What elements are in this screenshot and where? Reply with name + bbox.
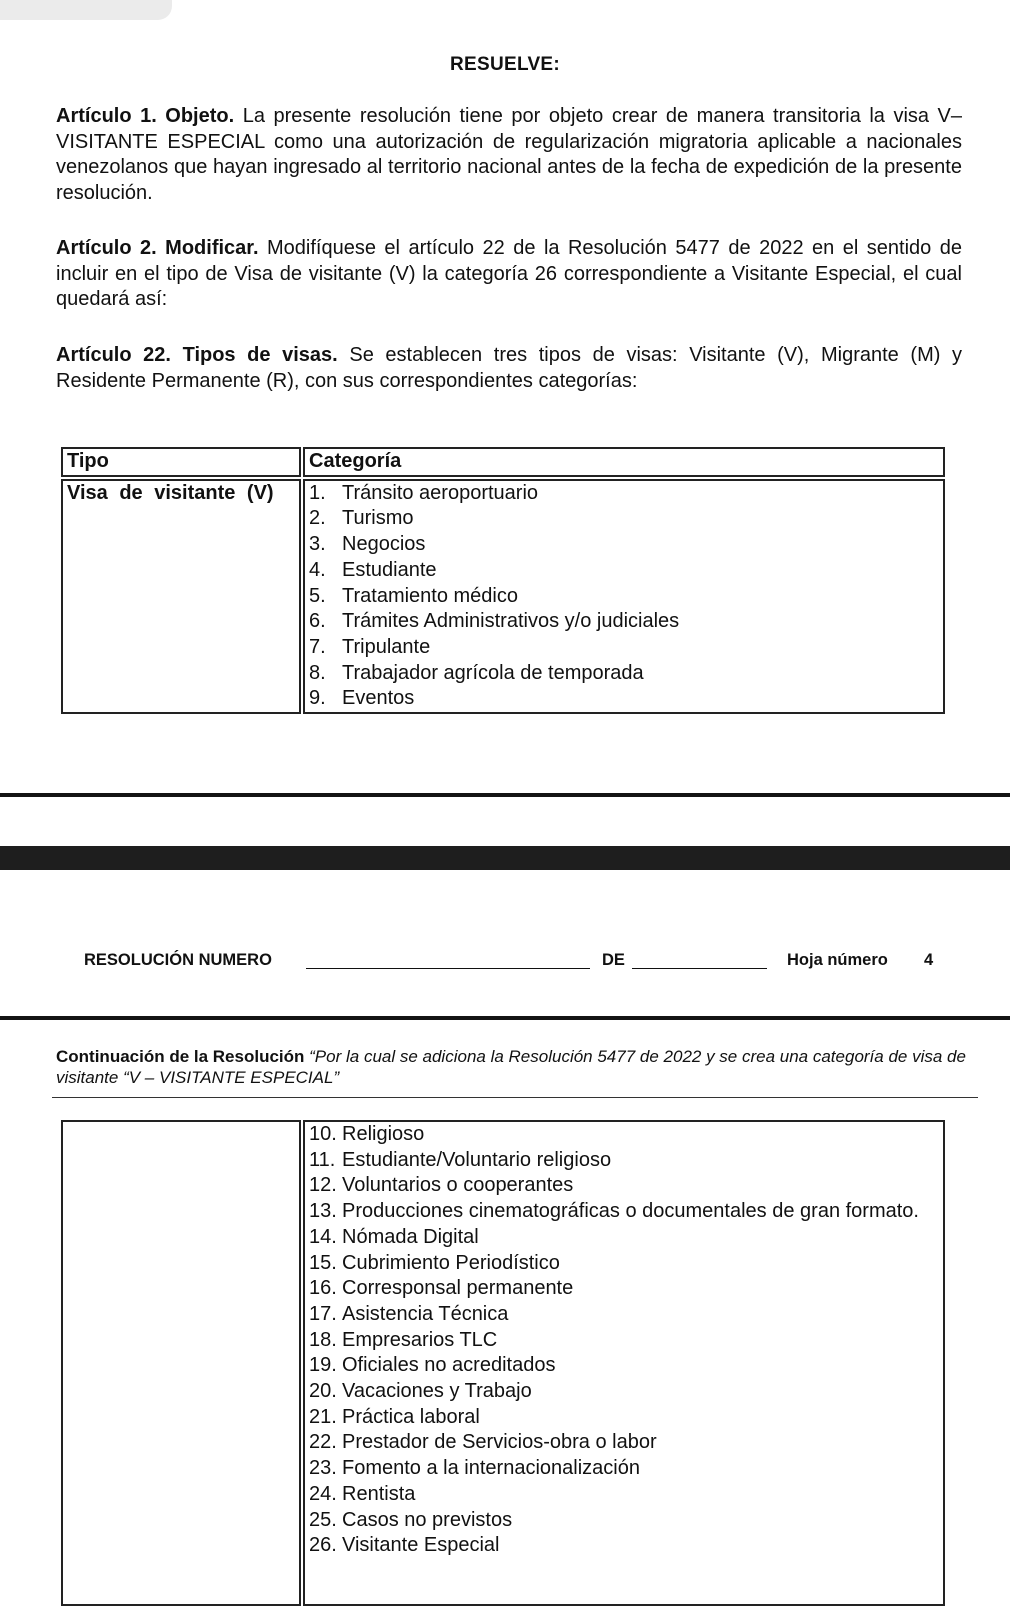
- category-number: 7.: [309, 635, 326, 658]
- list-item: [309, 481, 939, 507]
- category-label: Rentista: [342, 1482, 416, 1505]
- list-item: [309, 1482, 939, 1508]
- heading-resuelve: RESUELVE:: [449, 54, 561, 75]
- category-label: Tripulante: [342, 635, 431, 658]
- category-number: 19.: [309, 1354, 337, 1377]
- article-2: [56, 236, 962, 313]
- list-item: [309, 532, 939, 558]
- article-22-text: Se establecen tres tipos de visas: Visitante (V), Migrante (M) y Residente Permanente (R), con sus correspondientes categorías:: [56, 344, 963, 392]
- page-break-band: [0, 846, 1010, 870]
- category-label: Producciones cinematográficas o documentales de gran formato.: [342, 1200, 919, 1223]
- category-number: 24.: [309, 1482, 337, 1505]
- list-item: [309, 1148, 939, 1174]
- category-label: Vacaciones y Trabajo: [342, 1380, 532, 1403]
- category-label: Trabajador agrícola de temporada: [342, 661, 644, 684]
- continuation-bold: Continuación de la Resolución: [56, 1047, 305, 1066]
- category-label: Nómada Digital: [342, 1225, 479, 1248]
- category-label: Empresarios TLC: [342, 1328, 498, 1351]
- list-item: [309, 1379, 939, 1405]
- list-item: [309, 661, 939, 687]
- list-item: [309, 1430, 939, 1456]
- category-label: Fomento a la internacionalización: [342, 1457, 640, 1480]
- category-label: Visitante Especial: [342, 1534, 500, 1557]
- list-item: [309, 1456, 939, 1482]
- visa-type-cell: Visa de visitante (V): [61, 479, 301, 714]
- list-item: [309, 1533, 939, 1559]
- list-item: [309, 1353, 939, 1379]
- category-number: 18.: [309, 1328, 337, 1351]
- category-number: 16.: [309, 1277, 337, 1300]
- category-number: 10.: [309, 1123, 337, 1145]
- category-label: Estudiante: [342, 558, 437, 581]
- category-label: Religioso: [342, 1123, 425, 1145]
- category-number: 1.: [309, 481, 326, 504]
- category-number: 3.: [309, 533, 326, 556]
- list-item: [309, 609, 939, 635]
- article-1-text: La presente resolución tiene por objeto crear de manera transitoria la visa V– VISITANTE ESPECIAL como una autorización de regularización migratoria aplicable a nacionales venezolanos que hayan ingresado al territorio nacional antes de la fecha de expedición de la presente resolución.: [56, 105, 962, 204]
- category-number: 14.: [309, 1225, 337, 1248]
- table-header-row: [61, 447, 945, 477]
- list-item: [309, 1251, 939, 1277]
- list-item: [309, 1199, 939, 1225]
- category-label: Turismo: [342, 507, 414, 530]
- header-tipo: Tipo: [61, 447, 301, 477]
- list-item: [309, 558, 939, 584]
- category-list: [309, 1122, 939, 1559]
- category-label: Oficiales no acreditados: [342, 1354, 556, 1377]
- resolution-number-label: RESOLUCIÓN NUMERO: [84, 951, 272, 969]
- resolution-number-blank: [306, 968, 590, 969]
- category-number: 13.: [309, 1200, 337, 1223]
- date-blank: [632, 968, 767, 969]
- category-number: 21.: [309, 1405, 337, 1428]
- list-item: [309, 1302, 939, 1328]
- list-item: [309, 584, 939, 610]
- category-number: 4.: [309, 558, 326, 581]
- list-item: [309, 1508, 939, 1534]
- table-row: [61, 479, 945, 714]
- article-2-title: Artículo 2. Modificar.: [56, 237, 259, 259]
- list-item: [309, 1173, 939, 1199]
- header-categoria: Categoría: [303, 447, 945, 477]
- list-item: [309, 1328, 939, 1354]
- divider-rule: [0, 793, 1010, 797]
- continuation-underline: [52, 1097, 978, 1098]
- sheet-number: 4: [924, 951, 934, 969]
- category-label: Tránsito aeroportuario: [342, 481, 539, 504]
- visa-table-part-1: [59, 445, 947, 716]
- date-label: DE: [602, 951, 625, 969]
- category-number: 12.: [309, 1174, 337, 1197]
- category-label: Corresponsal permanente: [342, 1277, 574, 1300]
- category-label: Trámites Administrativos y/o judiciales: [342, 610, 680, 633]
- list-item: [309, 1405, 939, 1431]
- category-number: 15.: [309, 1251, 337, 1274]
- table-row: [61, 1120, 945, 1606]
- category-number: 20.: [309, 1380, 337, 1403]
- category-number: 23.: [309, 1457, 337, 1480]
- category-number: 5.: [309, 584, 326, 607]
- category-cell: [303, 479, 945, 714]
- visa-table-part-2: [59, 1118, 947, 1608]
- article-1-title: Artículo 1. Objeto.: [56, 105, 235, 127]
- continuation-note: [56, 1046, 976, 1088]
- article-22: [56, 343, 962, 394]
- list-item: [309, 1276, 939, 1302]
- continuation-italic: “Por la cual se adiciona la Resolución 5477 de 2022 y se crea una categoría de visa de visitante “V – VISITANTE ESPECIAL”: [56, 1047, 966, 1087]
- category-number: 2.: [309, 507, 326, 530]
- list-item: [309, 635, 939, 661]
- resolution-header-line: [84, 950, 944, 972]
- category-label: Cubrimiento Periodístico: [342, 1251, 560, 1274]
- list-item: [309, 686, 939, 712]
- article-2-text: Modifíquese el artículo 22 de la Resolución 5477 de 2022 en el sentido de incluir en el tipo de Visa de visitante (V) la categoría 26 correspondiente a Visitante Especial, el cual quedará así:: [56, 237, 962, 310]
- category-label: Negocios: [342, 533, 426, 556]
- list-item: [309, 1122, 939, 1148]
- category-number: 11.: [309, 1148, 336, 1171]
- category-label: Estudiante/Voluntario religioso: [342, 1148, 612, 1171]
- category-number: 17.: [309, 1302, 337, 1325]
- category-label: Asistencia Técnica: [342, 1302, 509, 1325]
- category-number: 9.: [309, 687, 326, 710]
- category-number: 26.: [309, 1534, 337, 1557]
- category-number: 25.: [309, 1508, 337, 1531]
- category-cell: [303, 1120, 945, 1606]
- list-item: [309, 1225, 939, 1251]
- category-label: Práctica laboral: [342, 1405, 480, 1428]
- category-label: Eventos: [342, 687, 415, 710]
- sheet-label: Hoja número: [787, 951, 888, 969]
- category-label: Prestador de Servicios-obra o labor: [342, 1431, 657, 1454]
- category-label: Casos no previstos: [342, 1508, 513, 1531]
- category-number: 8.: [309, 661, 326, 684]
- category-number: 6.: [309, 610, 326, 633]
- article-1: [56, 104, 962, 206]
- list-item: [309, 506, 939, 532]
- top-gray-tab: [0, 0, 172, 20]
- article-22-title: Artículo 22. Tipos de visas.: [56, 344, 338, 366]
- category-number: 22.: [309, 1431, 337, 1454]
- category-list: [309, 481, 939, 712]
- category-label: Tratamiento médico: [342, 584, 518, 607]
- header-divider-rule: [0, 1016, 1010, 1020]
- empty-type-cell: [61, 1120, 301, 1606]
- category-label: Voluntarios o cooperantes: [342, 1174, 574, 1197]
